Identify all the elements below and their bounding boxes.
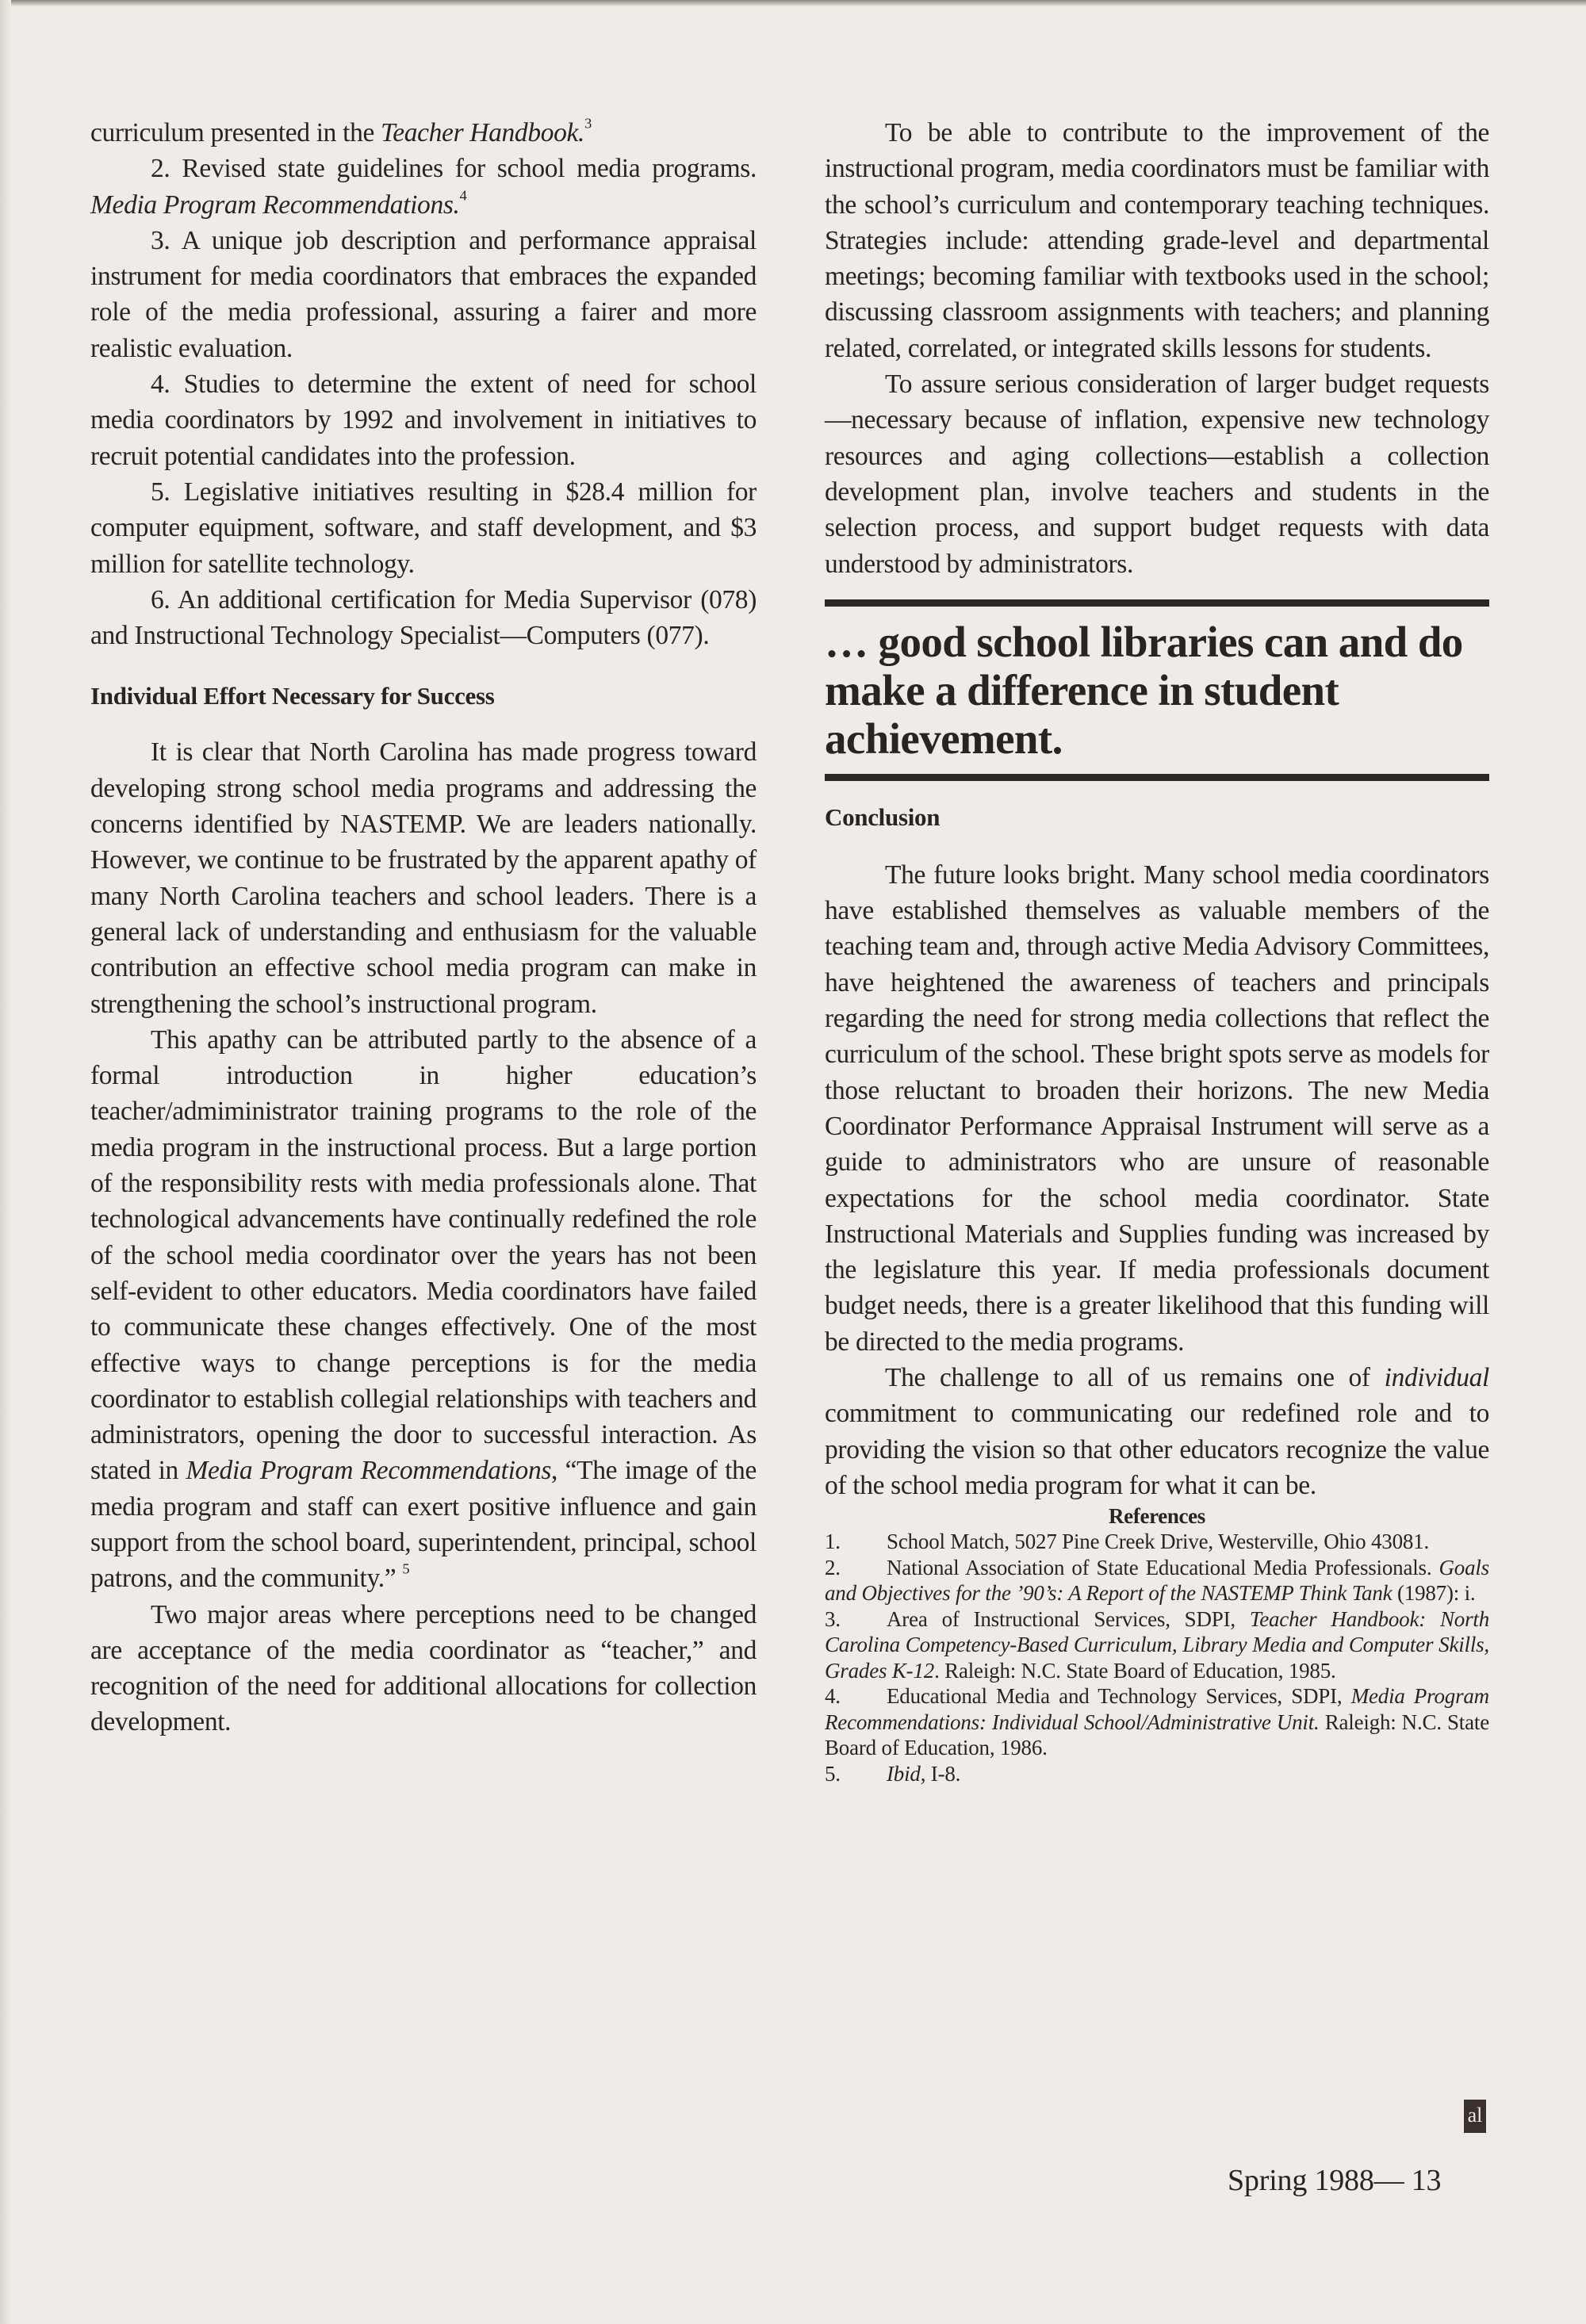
reference-number: 3. xyxy=(825,1606,841,1631)
text: , “The image of the media program and staff can exert positive influence and gain support from the school board, superintendent, principal, school patrons, and the community.” xyxy=(90,1456,757,1594)
text: National Association of State Educational Media Professionals. xyxy=(887,1555,1439,1579)
italic-emphasis: individual xyxy=(1384,1363,1489,1393)
text: (1987): i. xyxy=(1392,1581,1476,1606)
text: curriculum presented in the xyxy=(90,118,381,147)
paragraph xyxy=(90,1022,757,1597)
reference-item xyxy=(825,1555,1489,1606)
list-item-3: 3. A unique job description and performance appraisal instrument for media coordinators that embraces the expanded role of the media professional, assuring a fairer and more realistic evaluation. xyxy=(90,225,757,363)
text: School Match, 5027 Pine Creek Drive, Westerville, Ohio 43081. xyxy=(887,1530,1430,1554)
list-item-5: 5. Legislative initiatives resulting in $28.4 million for computer equipment, software, and staff development, and $3 million for satellite technology. xyxy=(90,477,757,579)
paragraph: It is clear that North Carolina has made progress toward developing strong school media programs and addressing the concerns identified by NASTEMP. We are leaders nationally. However, we continue to be frustrated by the apparent apathy of many North Carolina teachers and school leaders. There is a general lack of understanding and enthusiasm for the valuable contribution an effective school media program can make in strengthening the school’s instructional program. xyxy=(90,737,757,1019)
paragraph: Two major areas where perceptions need to be changed are acceptance of the media coordinator as “teacher,” and recognition of the need for additional allocations for collection development. xyxy=(90,1599,757,1737)
page-top-edge xyxy=(0,0,1586,6)
reference-number: 2. xyxy=(825,1555,841,1579)
footnote-ref: 3 xyxy=(584,115,592,132)
end-of-article-mark-icon: al xyxy=(1464,2100,1486,2133)
list-item-2 xyxy=(90,151,757,223)
pullquote-rule-top xyxy=(825,599,1489,607)
reference-item xyxy=(825,1529,1489,1555)
page-binding-shadow xyxy=(0,0,11,2324)
references-list xyxy=(825,1529,1489,1786)
right-column xyxy=(825,115,1489,1786)
page-folio: Spring 1988— 13 xyxy=(1228,2164,1442,2197)
italic-title: Media Program Recommendations: Individual School/Administrative Unit. xyxy=(825,1684,1489,1734)
italic-title: Goals and Objectives for the ’90’s: A Report of the NASTEMP Think Tank xyxy=(825,1555,1489,1606)
italic-title: Ibid xyxy=(887,1761,921,1786)
references-heading: References xyxy=(1109,1504,1205,1529)
italic-title: Media Program Recommendations. xyxy=(90,190,460,220)
pull-quote: … good school libraries can and do make a difference in student achievement. xyxy=(825,617,1463,763)
text: Educational Media and Technology Services, SDPI, xyxy=(887,1684,1351,1709)
reference-item xyxy=(825,1683,1489,1761)
pullquote-rule-bottom xyxy=(825,774,1489,781)
text: This apathy can be attributed partly to the absence of a formal introduction in higher education’s teacher/admiministrator training programs to the role of the media program in the instructional process. But a large portion of the responsibility rests with media professionals alone. That technological advancements have continually redefined the role of the school media coordinator over the years has not been self-evident to other educators. Media coordinators have failed to communicate these changes effectively. One of the most effective ways to change perceptions is for the media coordinator to establish collegial relationships with teachers and administrators, opening the door to successful interaction. As stated in xyxy=(90,1024,757,1486)
list-item-4: 4. Studies to determine the extent of need for school media coordinators by 1992 and involvement in initiatives to recruit potential candidates into the profession. xyxy=(90,369,757,471)
italic-title: Media Program Recommendations xyxy=(186,1456,552,1486)
paragraph: To be able to contribute to the improvement of the instructional program, media coordinators must be familiar with the school’s curriculum and contemporary teaching techniques. Strategies include: attending grade-level and departmental meetings; becoming familiar with textbooks used in the school; discussing classroom assignments with teachers; and planning related, correlated, or integrated skills lessons for students. xyxy=(825,118,1489,363)
italic-title: Teacher Handbook. xyxy=(381,118,585,147)
paragraph-continued xyxy=(90,115,757,151)
paragraph: To assure serious consideration of larger budget requests—necessary because of inflation, expensive new technology resources and aging collections—establish a collection development plan, involve teachers and students in the selection process, and support budget requests with data understood by administrators. xyxy=(825,369,1489,579)
reference-item xyxy=(825,1761,1489,1787)
text: Area of Instructional Services, SDPI, xyxy=(887,1606,1250,1631)
text: . Raleigh: N.C. State Board of Education, 1985. xyxy=(934,1658,1336,1683)
section-heading: Individual Effort Necessary for Success xyxy=(90,682,495,710)
footnote-ref: 4 xyxy=(459,187,467,204)
text: Raleigh: N.C. State Board of Education, 1986. xyxy=(825,1709,1489,1760)
paragraph xyxy=(825,1360,1489,1503)
text: 2. Revised state guidelines for school media programs. xyxy=(151,154,757,184)
italic-title: Teacher Handbook: North Carolina Competency-Based Curriculum, Library Media and Computer Skills, Grades K-12 xyxy=(825,1606,1489,1683)
paragraph: The future looks bright. Many school media coordinators have established themselves as valuable members of the teaching team and, through active Media Advisory Committees, have heightened the awareness of teachers and principals regarding the need for strong media collections that reflect the curriculum of the school. These bright spots serve as models for those reluctant to broaden their horizons. The new Media Coordinator Performance Appraisal Instrument will serve as a guide to administrators who are unsure of reasonable expectations for the school media coordinator. State Instructional Materials and Supplies funding was increased by the legislature this year. If media professionals document budget needs, there is a greater likelihood that this funding will be directed to the media programs. xyxy=(825,860,1489,1357)
reference-number: 5. xyxy=(825,1761,841,1786)
text: commitment to communicating our redefined role and to providing the vision so that other educators recognize the value of the school media program for what it can be. xyxy=(825,1399,1489,1500)
left-column xyxy=(90,115,757,1740)
text: , I-8. xyxy=(920,1761,961,1786)
section-heading-conclusion: Conclusion xyxy=(825,802,940,831)
reference-number: 1. xyxy=(825,1530,841,1554)
list-item-6: 6. An additional certification for Media Supervisor (078) and Instructional Technology Specialist—Computers (077). xyxy=(90,584,757,651)
text: The challenge to all of us remains one of xyxy=(885,1363,1385,1393)
reference-number: 4. xyxy=(825,1684,841,1709)
footnote-ref: 5 xyxy=(402,1560,410,1577)
reference-item xyxy=(825,1606,1489,1684)
